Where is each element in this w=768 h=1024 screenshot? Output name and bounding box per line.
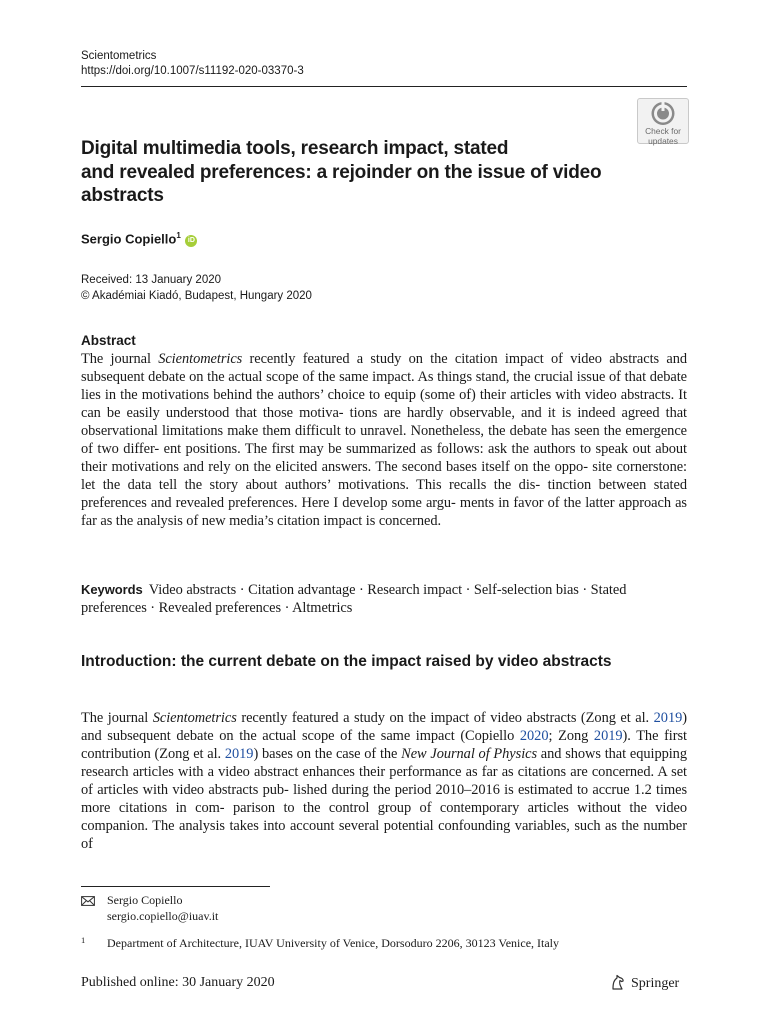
- doi-link[interactable]: https://doi.org/10.1007/s11192-020-03370-3: [81, 65, 304, 77]
- springer-horse-icon: [610, 974, 626, 990]
- citation-link[interactable]: 2020: [519, 728, 549, 744]
- corresponding-author-email[interactable]: sergio.copiello@iuav.it: [107, 909, 219, 923]
- citation-link[interactable]: 2019: [224, 746, 254, 762]
- check-for-updates-badge[interactable]: [637, 98, 689, 144]
- article-title: [81, 137, 641, 208]
- badge-line-1: Check for: [645, 126, 681, 136]
- publisher-name: Springer: [631, 976, 680, 991]
- orcid-icon[interactable]: iD: [185, 235, 197, 247]
- abstract-text: The journal Scientometrics recently featured a study on the citation impact of video abstracts and subsequent debate on the actual scope of the same impact. As things stand, the crucial issue of that debate lies in the motivations behind the authors’ choice to equip (some of) their articles with video abstracts. It can be easily understood that those motiva- tions are hardly observable, and it is indeed agreed that observational limitations make them difficult to unravel. Nonetheless, the debate has seen the emergence of two differ- ent positions. The first may be summarized as follows: ask the authors to speak out about their motivations and rely on the elicited answers. The second bases itself on the oppo- site cornerstone: let the data tell the story about authors’ motivations. This recalls the dis- tinction between stated preferences and revealed preferences. Here I develop some argu- ments in favor of the latter approach as far as the analysis of new media’s citation impact is concerned.: [81, 351, 687, 529]
- author-name[interactable]: Sergio Copiello: [81, 231, 177, 247]
- citation-link[interactable]: 2019: [653, 710, 683, 726]
- corresponding-author-name: Sergio Copiello: [107, 893, 183, 907]
- keywords-label: Keywords: [81, 582, 143, 597]
- badge-line-2: updates: [648, 135, 678, 146]
- header-divider: [81, 86, 687, 87]
- footnote-divider: [81, 886, 270, 887]
- section-heading-introduction: Introduction: the current debate on the impact raised by video abstracts: [81, 653, 612, 670]
- citation-link[interactable]: 2019: [593, 728, 623, 744]
- title-line-3: abstracts: [81, 185, 164, 206]
- journal-name-emphasis: Scientometrics: [158, 351, 243, 367]
- author-affiliation-mark: 1: [176, 231, 181, 240]
- published-online-date: Published online: 30 January 2020: [81, 975, 275, 990]
- keywords-list: Video abstracts · Citation advantage · Research impact · Self-selection bias · Stated preferences · Revealed preferences · Altmetrics: [81, 582, 627, 616]
- envelope-icon: [81, 896, 95, 906]
- journal-name: Scientometrics: [81, 50, 157, 62]
- abstract-heading: Abstract: [81, 333, 136, 348]
- check-for-updates-icon: [650, 101, 676, 126]
- publisher-logo: [610, 974, 679, 992]
- journal-header: [81, 49, 304, 79]
- keywords: [81, 581, 687, 617]
- affiliation-number: 1: [81, 935, 86, 945]
- received-date: Received: 13 January 2020: [81, 274, 222, 286]
- title-line-1: Digital multimedia tools, research impact, stated: [81, 138, 509, 159]
- author-line: [81, 231, 197, 247]
- affiliation-text: Department of Architecture, IUAV University of Venice, Dorsoduro 2206, 30123 Venice, Italy: [107, 936, 560, 950]
- article-dates: [81, 273, 312, 304]
- introduction-text: The journal Scientometrics recently featured a study on the impact of video abstracts (Zong et al. 2019) and subsequent debate on the actual scope of the same impact (Copiello 2020; Zong 2019). The first contribution (Zong et al. 2019) bases on the case of the New Journal of Physics and shows that equipping research articles with a video abstract enhances their performance as far as citations are concerned. A set of articles with video abstracts pub- lished during the period 2010–2016 is estimated to accrue 1.2 times more citations in com- parison to the control group of contemporary articles without the video companion. The analysis takes into account several potential confounding variables, such as the number of: [81, 710, 687, 852]
- title-line-2: and revealed preferences: a rejoinder on the issue of video: [81, 161, 602, 183]
- copyright-line: © Akadémiai Kiadó, Budapest, Hungary 2020: [81, 289, 312, 302]
